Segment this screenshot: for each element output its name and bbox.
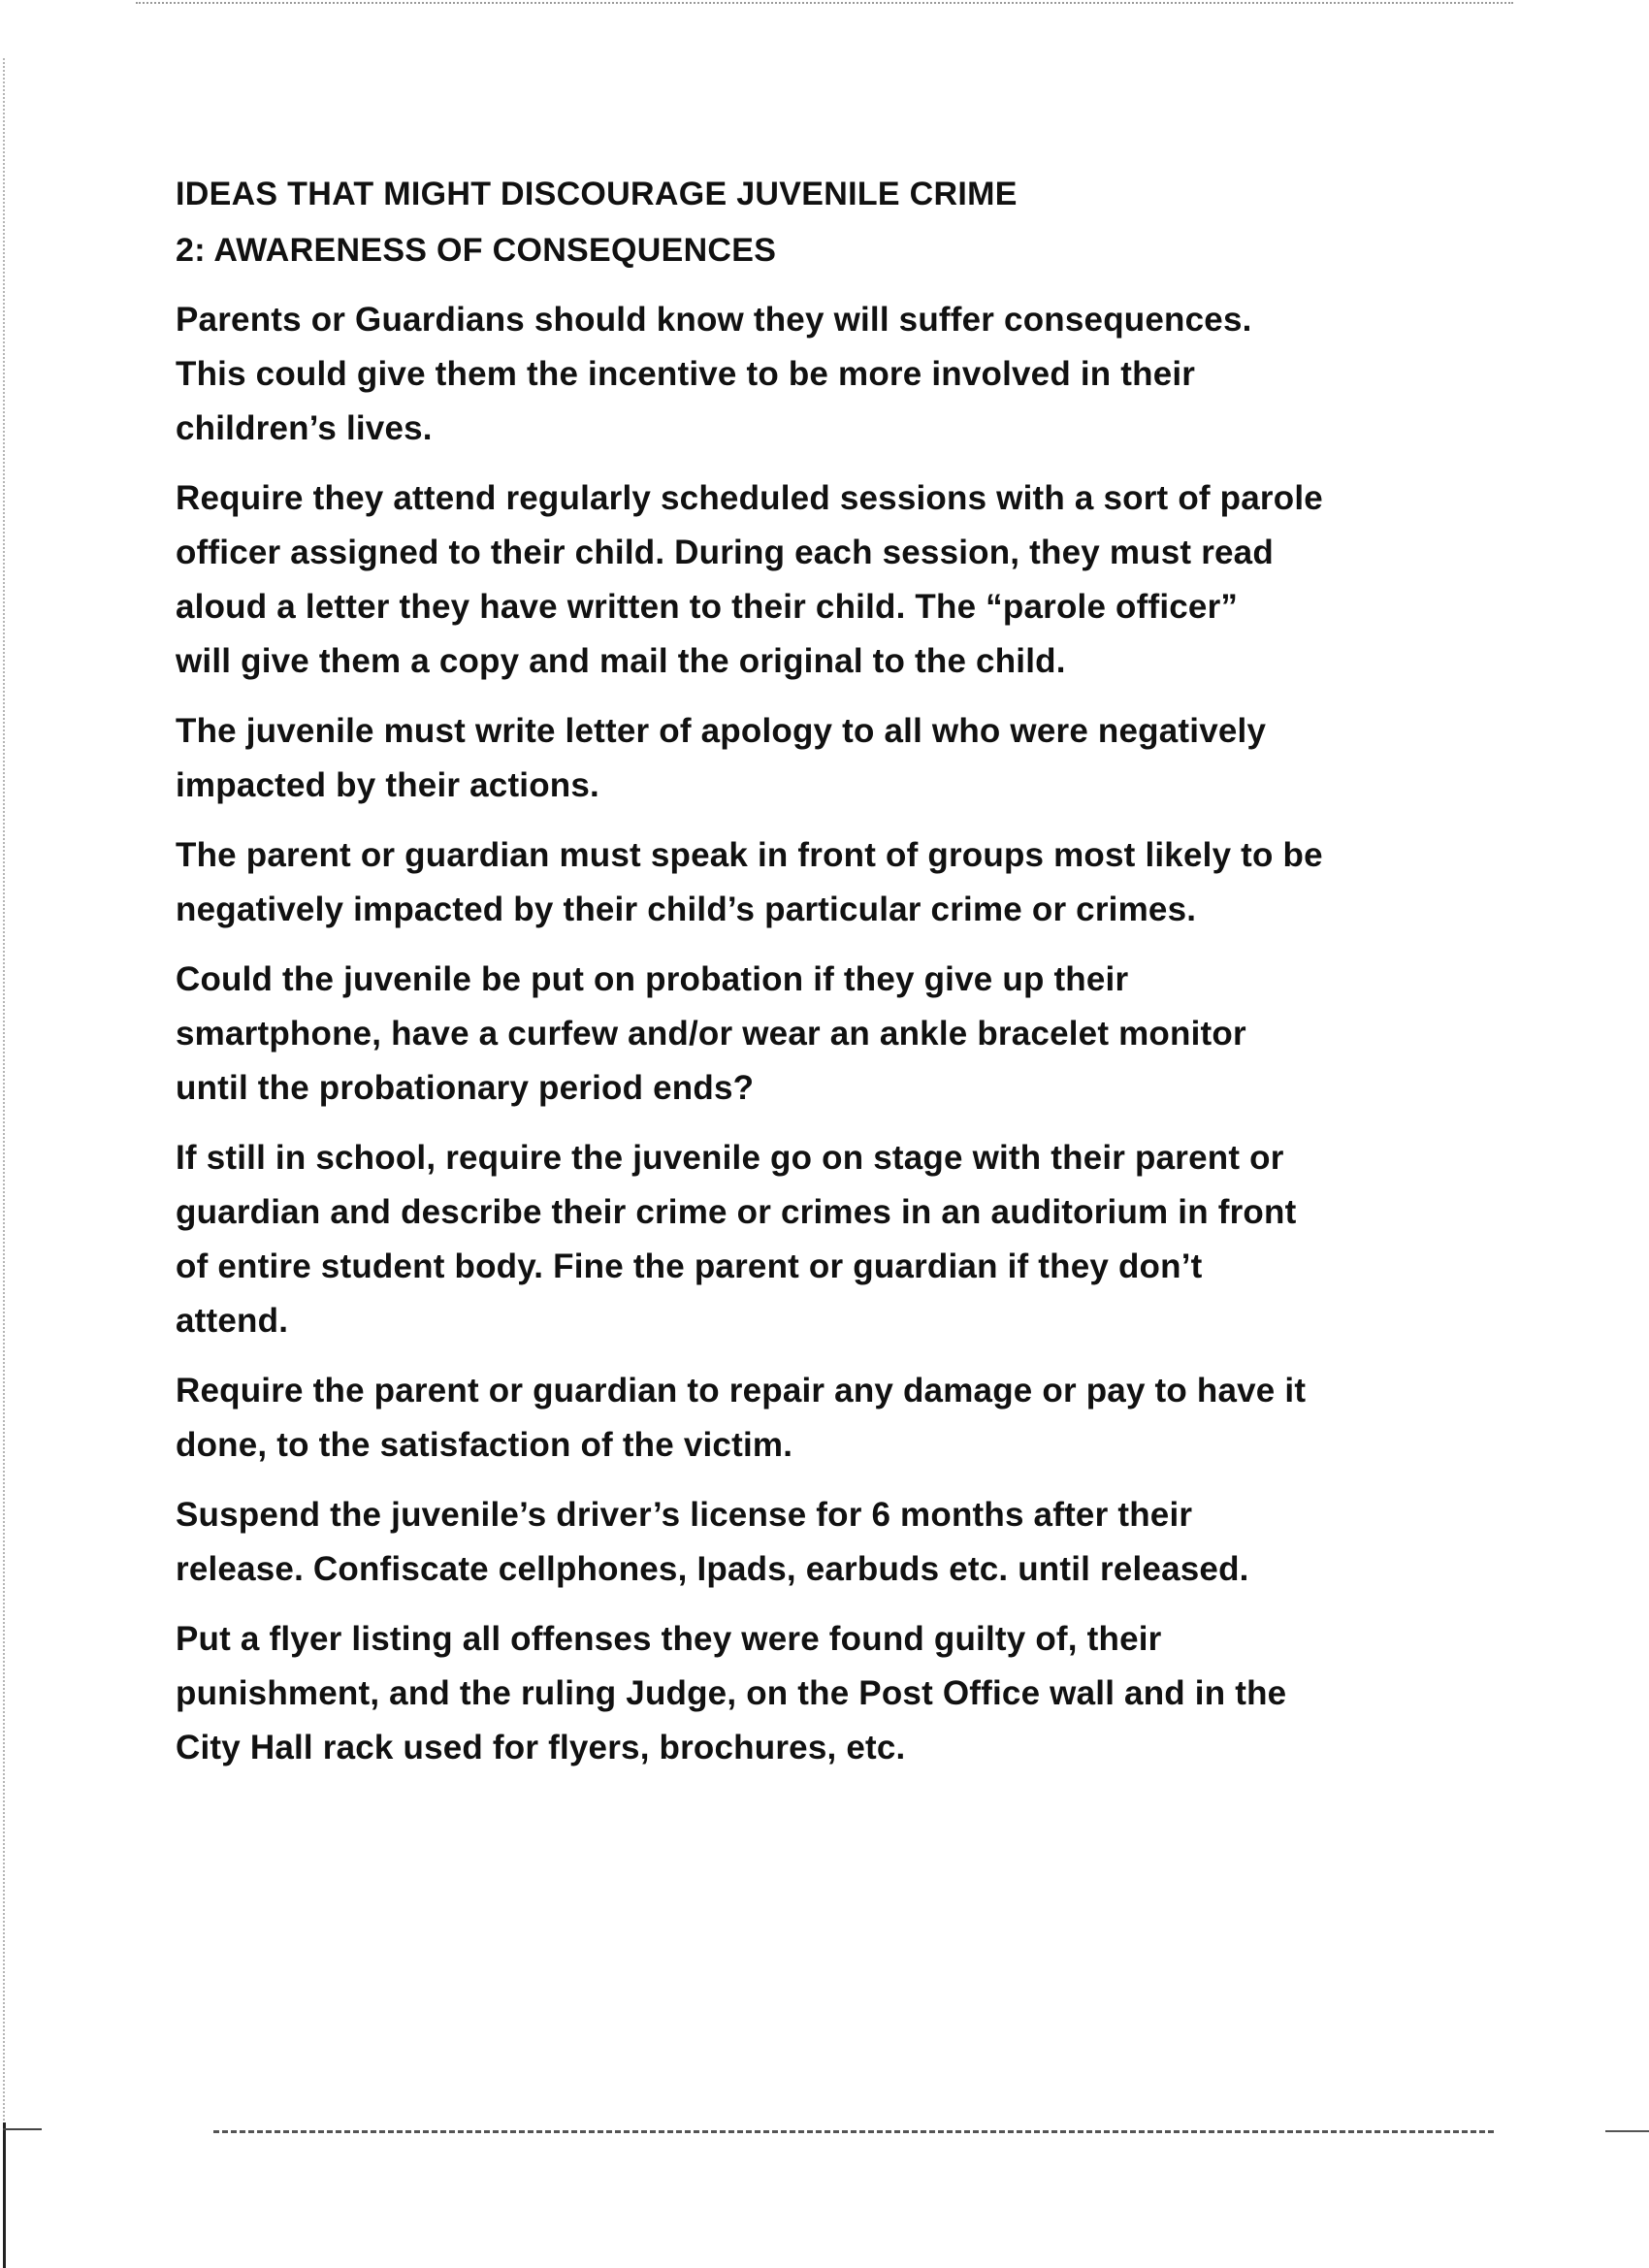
paragraph: Put a flyer listing all offenses they were found guilty of, their punishment, and the ruling Judge, on the Post Office wall and in the City Hall rack used for flyers, brochures, etc. bbox=[176, 1620, 1287, 1766]
scan-left-edge bbox=[3, 58, 5, 2183]
paragraph: Parents or Guardians should know they will suffer consequences. This could give them the incentive to be more involved in their children’s lives. bbox=[176, 301, 1252, 447]
document-page bbox=[176, 173, 1572, 1791]
paragraph: Require the parent or guardian to repair any damage or pay to have it done, to the satisfaction of the victim. bbox=[176, 1372, 1307, 1464]
paragraph: Suspend the juvenile’s driver’s license for 6 months after their release. Confiscate cellphones, Ipads, earbuds etc. until released. bbox=[176, 1496, 1249, 1588]
paragraph: Could the juvenile be put on probation if they give up their smartphone, have a curfew and/or wear an ankle bracelet monitor until the probationary period ends? bbox=[176, 960, 1246, 1107]
scan-left-corner-mark bbox=[3, 2122, 6, 2268]
paragraph: The parent or guardian must speak in front of groups most likely to be negatively impacted by their child’s particular crime or crimes. bbox=[176, 836, 1323, 928]
paragraph: If still in school, require the juvenile go on stage with their parent or guardian and describe their crime or crimes in an auditorium in front of entire student body. Fine the parent or guardian if they don’t attend. bbox=[176, 1139, 1297, 1340]
document-title: IDEAS THAT MIGHT DISCOURAGE JUVENILE CRIME bbox=[176, 176, 1018, 212]
paragraph: The juvenile must write letter of apology to all who were negatively impacted by their actions. bbox=[176, 712, 1267, 804]
section-heading: 2: AWARENESS OF CONSEQUENCES bbox=[176, 232, 777, 269]
scan-corner-tick bbox=[3, 2128, 42, 2130]
scan-right-tick bbox=[1605, 2130, 1649, 2132]
scan-bottom-edge bbox=[213, 2130, 1494, 2133]
scan-top-edge bbox=[136, 2, 1513, 4]
paragraph: Require they attend regularly scheduled sessions with a sort of parole officer assigned to their child. During each session, they must read aloud a letter they have written to their child. The “parole officer” will give them a copy and mail the original to the child. bbox=[176, 479, 1323, 680]
